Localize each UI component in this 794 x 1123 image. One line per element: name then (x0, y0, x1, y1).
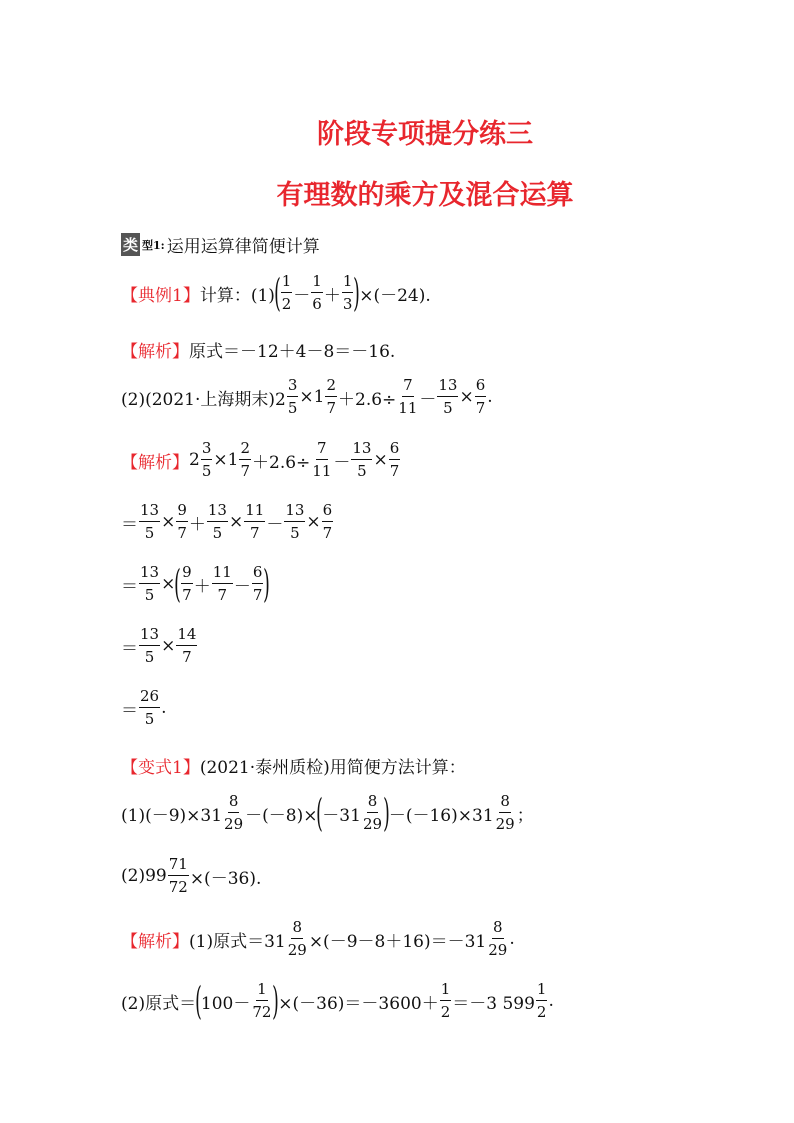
paren-right: ) (272, 979, 280, 1023)
solution-text: 原式＝－12＋4－8＝－16. (189, 342, 396, 362)
fraction: $\frac{9}{7}$ (177, 501, 187, 542)
variant1 (121, 753, 466, 778)
fraction: $\frac{8}{29}$ (287, 918, 307, 959)
solution1 (121, 337, 395, 362)
fraction: $\frac{3}{5}$ (287, 376, 298, 417)
whole-part: 2 (189, 450, 200, 470)
fraction: $\frac{7}{11}$ (398, 376, 418, 417)
fraction: $\frac{14}{7}$ (177, 625, 197, 666)
solution4 (121, 979, 554, 1023)
fraction: $\frac{2}{7}$ (240, 439, 250, 480)
fraction: $\frac{9}{7}$ (182, 563, 192, 604)
page-subtitle: 有理数的乘方及混合运算 (276, 180, 574, 211)
operator-text: 100－ (200, 993, 251, 1014)
fraction: $\frac{6}{7}$ (252, 563, 263, 604)
fraction: $\frac{13}{5}$ (140, 625, 160, 666)
fraction: $\frac{11}{7}$ (212, 563, 232, 604)
paren-right: ) (263, 562, 271, 606)
fraction: $\frac{71}{72}$ (168, 855, 188, 896)
example-tail: ×(－24). (359, 285, 431, 306)
part1-prefix: (1)(－9)×31 (121, 805, 223, 826)
fraction: $\frac{13}{5}$ (140, 501, 160, 542)
fraction: $\frac{13}{5}$ (285, 501, 305, 542)
fraction: $\frac{6}{7}$ (322, 501, 333, 542)
operator-text: ×(－9－8＋16)＝－31 (308, 931, 487, 952)
fraction: $\frac{6}{7}$ (389, 439, 400, 480)
fraction: $\frac{1}{3}$ (342, 272, 353, 313)
fraction: $\frac{1}{72}$ (252, 980, 272, 1021)
paren-left: ( (273, 271, 281, 315)
example-tag: 【典例1】 (121, 285, 200, 306)
fraction: $\frac{7}{11}$ (312, 439, 332, 480)
example1-part2: (2)(2021·上海期末)2 $\frac{3}{5}$ × 1 $\frac{2}{7}$ ＋2.6÷ $\frac{7}{11}$ － $\frac{13}{5}$ × $\frac{6}{7}$ . (121, 376, 493, 417)
solution2-line1: 【解析】 2 $\frac{3}{5}$ × 1 $\frac{2}{7}$ ＋2.6÷ $\frac{7}{11}$ － $\frac{13}{5}$ × $\frac{6}{7}$ (121, 439, 400, 480)
paren-right: ) (383, 791, 390, 835)
operator-text: － (333, 452, 351, 473)
solution-tag: 【解析】 (121, 931, 189, 952)
fraction: $\frac{8}{29}$ (495, 792, 515, 833)
operator-text: ＝－3 599 (452, 993, 535, 1014)
paren-right: ) (353, 271, 361, 315)
operator-text: ×(－36)＝－3600＋ (278, 993, 439, 1014)
end-punct: . (548, 991, 554, 1011)
whole-part: 1 (227, 450, 239, 470)
end-punct: . (509, 929, 515, 949)
fraction: $\frac{1}{2}$ (281, 272, 292, 313)
fraction: $\frac{8}{29}$ (224, 792, 244, 833)
part2-tail: ×(－36). (189, 868, 262, 889)
solution2-line4: ＝ $\frac{13}{5}$ × $\frac{14}{7}$ (121, 625, 197, 666)
paren-left: ( (195, 979, 202, 1023)
solution3 (121, 920, 515, 958)
type-tag: 型1: (142, 238, 165, 252)
operator-text: －(－16)×31 (388, 805, 494, 826)
fraction: $\frac{1}{2}$ (536, 980, 547, 1021)
operator-text: －(－8)× (245, 805, 318, 826)
fraction: $\frac{1}{2}$ (440, 980, 451, 1021)
operator-text: ＋2.6÷ (252, 452, 311, 473)
operator-text: － (419, 389, 437, 410)
fraction: $\frac{2}{7}$ (326, 376, 337, 417)
fraction: $\frac{13}{5}$ (207, 501, 227, 542)
fraction: $\frac{8}{29}$ (362, 792, 383, 833)
fraction: $\frac{8}{29}$ (488, 918, 508, 959)
fraction: $\frac{26}{5}$ (140, 687, 160, 728)
solution-tag: 【解析】 (121, 342, 189, 362)
variant-tag: 【变式1】 (121, 758, 200, 778)
example-text: 计算：(1) (199, 285, 275, 306)
fraction: $\frac{1}{6}$ (312, 272, 322, 313)
operator-text: ＋2.6÷ (338, 389, 397, 410)
part2-prefix: (2)(2021·上海期末)2 (121, 389, 286, 410)
paren-left: ( (316, 791, 324, 835)
end-punct: ； (516, 805, 534, 826)
fraction: $\frac{13}{5}$ (140, 563, 160, 604)
page-title: 阶段专项提分练三 (317, 119, 533, 150)
part2-prefix: (2)99 (121, 866, 167, 886)
solution2-line5: ＝ $\frac{26}{5}$ . (121, 687, 167, 728)
solution-tag: 【解析】 (121, 452, 189, 473)
fraction: $\frac{6}{7}$ (475, 376, 486, 417)
whole-part: 1 (313, 387, 325, 407)
solution2-line2: ＝ $\frac{13}{5}$ × $\frac{9}{7}$ ＋ $\frac{13}{5}$ × $\frac{11}{7}$ － $\frac{13}{5}$ × $\frac{6}{7}$ (121, 501, 333, 542)
example1: 【典例1】 计算：(1) ( $\frac{1}{2}$ － $\frac{1}{6}$ ＋ $\frac{1}{3}$ ) ×(－24). (121, 271, 431, 315)
fraction: $\frac{13}{5}$ (352, 439, 372, 480)
solution-prefix: (2)原式＝ (121, 993, 197, 1014)
variant1-part2 (121, 857, 261, 895)
negative-whole: －31 (322, 805, 361, 826)
type-label: 运用运算律简便计算 (166, 237, 320, 257)
solution2-line3: ＝ $\frac{13}{5}$ × ( $\frac{9}{7}$ ＋ $\frac{11}{7}$ － $\frac{6}{7}$ ) (121, 562, 271, 606)
type-badge: 类 (121, 233, 140, 256)
fraction: $\frac{3}{5}$ (201, 439, 212, 480)
fraction: $\frac{13}{5}$ (438, 376, 458, 417)
solution-prefix: (1)原式＝31 (189, 931, 286, 952)
paren-left: ( (174, 562, 182, 606)
variant-text: (2021·泰州质检)用简便方法计算： (199, 758, 466, 778)
variant1-part1 (121, 791, 534, 835)
fraction: $\frac{11}{7}$ (245, 501, 265, 542)
type1-heading (121, 232, 320, 257)
